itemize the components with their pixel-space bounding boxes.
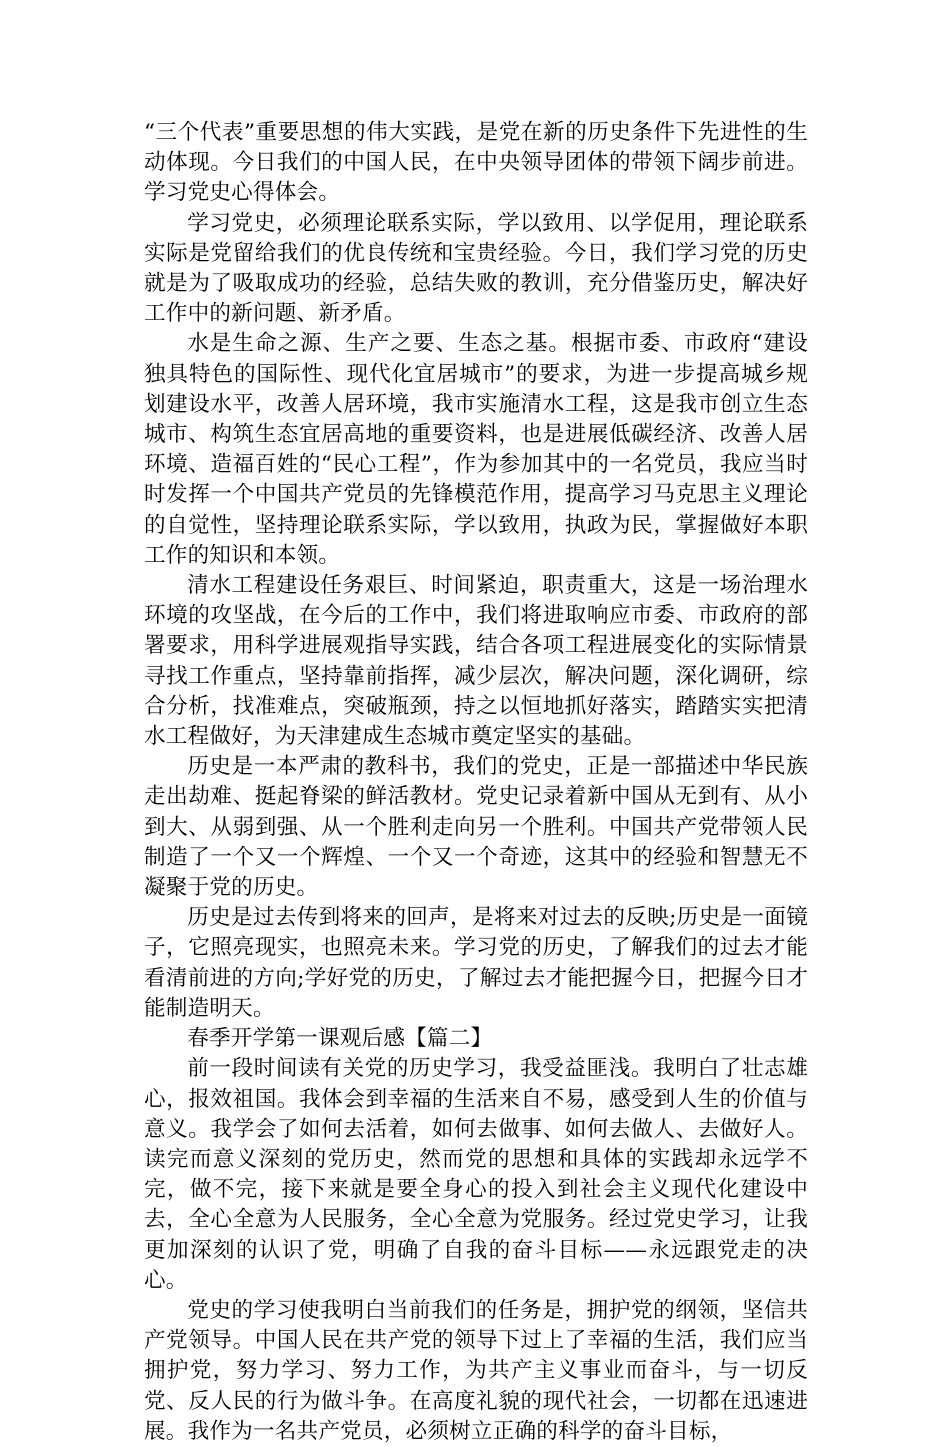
paragraph-7: 前一段时间读有关党的历史学习，我受益匪浅。我明白了壮志雄心，报效祖国。我体会到幸福的生活来自不易，感受到人生的价值与意义。我学会了如何去活着，如何去做事、如何去做人、去做好人。读完而意义深刻的党历史，然而党的思想和具体的实践却永远学不完，做不完，接下来就是要全身心的投入到社会主义现代化建设中去，全心全意为人民服务，全心全意为党服务。经过党史学习，让我更加深刻的认识了党，明确了自我的奋斗目标——永远跟党走的决心。 — [144, 1056, 808, 1293]
section-heading: 春季开学第一课观后感【篇二】 — [187, 1026, 493, 1052]
paragraph-6: 历史是过去传到将来的回声，是将来对过去的反映;历史是一面镜子，它照亮现实，也照亮未来。学习党的历史，了解我们的过去才能看清前进的方向;学好党的历史，了解过去才能把握今日，把握今日才能制造明天。 — [144, 905, 808, 1021]
paragraph-2: 学习党史，必须理论联系实际，学以致用、以学促用，理论联系实际是党留给我们的优良传统和宝贵经验。今日，我们学习党的历史就是为了吸取成功的经验，总结失败的教训，充分借鉴历史，解决好工作中的新问题、新矛盾。 — [144, 210, 808, 327]
paragraph-3: 水是生命之源、生产之要、生态之基。根据市委、市政府“建设独具特色的国际性、现代化宜居城市”的要求，为进一步提高城乡规划建设水平，改善人居环境，我市实施清水工程，这是我市创立生态城市、构筑生态宜居高地的重要资料，也是进展低碳经济、改善人居环境、造福百姓的“民心工程”，作为参加其中的一名党员，我应当时时发挥一个中国共产党员的先锋模范作用，提高学习马克思主义理论的自觉性，坚持理论联系实际，学以致用，执政为民，掌握做好本职工作的知识和本领。 — [144, 331, 808, 568]
paragraph-8: 党史的学习使我明白当前我们的任务是，拥护党的纲领，坚信共产党领导。中国人民在共产党的领导下过上了幸福的生活，我们应当拥护党，努力学习、努力工作，为共产主义事业而奋斗，与一切反党、反人民的行为做斗争。在高度礼貌的现代社会，一切都在迅速进展。我作为一名共产党员，必须树立正确的科学的奋斗目标， — [144, 1297, 808, 1444]
paragraph-4: 清水工程建设任务艰巨、时间紧迫，职责重大，这是一场治理水环境的攻坚战，在今后的工作中，我们将进取响应市委、市政府的部署要求，用科学进展观指导实践，结合各项工程进展变化的实际情景寻找工作重点，坚持靠前指挥，减少层次，解决问题，深化调研，综合分析，找准难点，突破瓶颈，持之以恒地抓好落实，踏踏实实把清水工程做好，为天津建成生态城市奠定坚实的基础。 — [144, 573, 808, 750]
paragraph-1: “三个代表”重要思想的伟大实践，是党在新的历史条件下先进性的生动体现。今日我们的中国人民，在中央领导团体的带领下阔步前进。学习党史心得体会。 — [144, 120, 808, 206]
paragraph-5: 历史是一本严肃的教科书，我们的党史，正是一部描述中华民族走出劫难、挺起脊梁的鲜活教材。党史记录着新中国从无到有、从小到大、从弱到强、从一个胜利走向另一个胜利。中国共产党带领人民制造了一个又一个辉煌、一个又一个奇迹，这其中的经验和智慧无不凝聚于党的历史。 — [144, 754, 808, 901]
document-body — [144, 118, 808, 1447]
